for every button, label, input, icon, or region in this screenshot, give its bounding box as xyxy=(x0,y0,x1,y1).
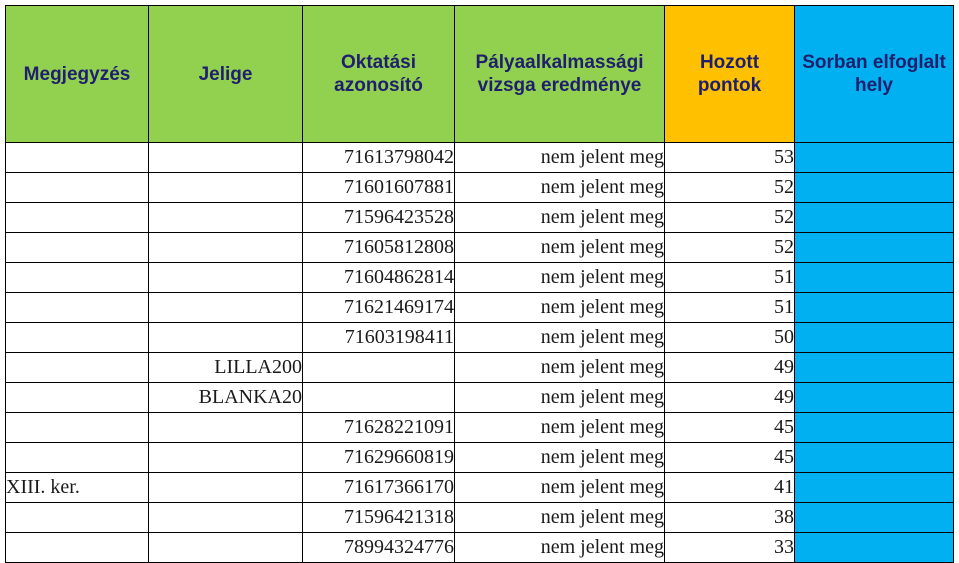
cell-result: nem jelent meg xyxy=(455,353,665,383)
table-row xyxy=(6,473,954,503)
cell-code xyxy=(149,443,303,473)
cell-result: nem jelent meg xyxy=(455,413,665,443)
cell-place xyxy=(795,353,954,383)
header-code: Jelige xyxy=(149,6,303,143)
cell-id: 71596423528 xyxy=(303,203,455,233)
cell-note xyxy=(6,203,149,233)
header-result: Pályaalkalmassági vizsga eredménye xyxy=(455,6,665,143)
cell-points: 49 xyxy=(665,383,795,413)
cell-place xyxy=(795,293,954,323)
cell-result: nem jelent meg xyxy=(455,473,665,503)
cell-code xyxy=(149,173,303,203)
cell-id: 71596421318 xyxy=(303,503,455,533)
cell-points: 51 xyxy=(665,293,795,323)
cell-points: 51 xyxy=(665,263,795,293)
results-table xyxy=(5,5,954,563)
cell-note xyxy=(6,413,149,443)
cell-place xyxy=(795,323,954,353)
table-row xyxy=(6,413,954,443)
cell-place xyxy=(795,143,954,173)
table-row xyxy=(6,533,954,563)
cell-result: nem jelent meg xyxy=(455,533,665,563)
cell-id xyxy=(303,353,455,383)
cell-result: nem jelent meg xyxy=(455,503,665,533)
cell-note xyxy=(6,353,149,383)
cell-code xyxy=(149,323,303,353)
cell-code xyxy=(149,533,303,563)
table-row xyxy=(6,443,954,473)
table-row xyxy=(6,233,954,263)
cell-note xyxy=(6,383,149,413)
cell-note xyxy=(6,143,149,173)
cell-result: nem jelent meg xyxy=(455,233,665,263)
cell-code: LILLA200 xyxy=(149,353,303,383)
table-row xyxy=(6,293,954,323)
cell-code xyxy=(149,263,303,293)
cell-id: 78994324776 xyxy=(303,533,455,563)
cell-place xyxy=(795,533,954,563)
table-row xyxy=(6,353,954,383)
cell-code xyxy=(149,293,303,323)
header-note: Megjegyzés xyxy=(6,6,149,143)
cell-id: 71601607881 xyxy=(303,173,455,203)
cell-note xyxy=(6,323,149,353)
cell-note xyxy=(6,233,149,263)
cell-points: 53 xyxy=(665,143,795,173)
table-row xyxy=(6,383,954,413)
cell-place xyxy=(795,233,954,263)
cell-points: 52 xyxy=(665,233,795,263)
table-row xyxy=(6,143,954,173)
cell-place xyxy=(795,443,954,473)
cell-result: nem jelent meg xyxy=(455,203,665,233)
table-row xyxy=(6,323,954,353)
cell-place xyxy=(795,473,954,503)
cell-result: nem jelent meg xyxy=(455,143,665,173)
cell-code xyxy=(149,503,303,533)
cell-points: 52 xyxy=(665,173,795,203)
cell-points: 38 xyxy=(665,503,795,533)
cell-result: nem jelent meg xyxy=(455,263,665,293)
cell-note xyxy=(6,293,149,323)
cell-id: 71605812808 xyxy=(303,233,455,263)
cell-place xyxy=(795,383,954,413)
cell-code xyxy=(149,203,303,233)
cell-place xyxy=(795,413,954,443)
cell-result: nem jelent meg xyxy=(455,383,665,413)
header-points: Hozott pontok xyxy=(665,6,795,143)
cell-place xyxy=(795,203,954,233)
cell-result: nem jelent meg xyxy=(455,323,665,353)
header-id: Oktatási azonosító xyxy=(303,6,455,143)
table-row xyxy=(6,173,954,203)
cell-result: nem jelent meg xyxy=(455,293,665,323)
cell-id: 71617366170 xyxy=(303,473,455,503)
cell-id: 71621469174 xyxy=(303,293,455,323)
cell-note xyxy=(6,533,149,563)
cell-place xyxy=(795,503,954,533)
cell-id: 71604862814 xyxy=(303,263,455,293)
cell-points: 50 xyxy=(665,323,795,353)
cell-note xyxy=(6,443,149,473)
table-row xyxy=(6,503,954,533)
cell-place xyxy=(795,263,954,293)
cell-id: 71629660819 xyxy=(303,443,455,473)
cell-code xyxy=(149,233,303,263)
cell-result: nem jelent meg xyxy=(455,443,665,473)
cell-id xyxy=(303,383,455,413)
cell-place xyxy=(795,173,954,203)
table-row xyxy=(6,203,954,233)
cell-points: 49 xyxy=(665,353,795,383)
cell-points: 52 xyxy=(665,203,795,233)
cell-id: 71613798042 xyxy=(303,143,455,173)
cell-id: 71603198411 xyxy=(303,323,455,353)
header-place: Sorban elfoglalt hely xyxy=(795,6,954,143)
cell-points: 41 xyxy=(665,473,795,503)
cell-points: 45 xyxy=(665,413,795,443)
cell-code xyxy=(149,413,303,443)
cell-code xyxy=(149,143,303,173)
cell-code: BLANKA20 xyxy=(149,383,303,413)
cell-points: 45 xyxy=(665,443,795,473)
cell-id: 71628221091 xyxy=(303,413,455,443)
cell-note xyxy=(6,173,149,203)
cell-points: 33 xyxy=(665,533,795,563)
cell-result: nem jelent meg xyxy=(455,173,665,203)
cell-note xyxy=(6,263,149,293)
table-body xyxy=(6,143,954,563)
cell-code xyxy=(149,473,303,503)
cell-note: XIII. ker. xyxy=(6,473,149,503)
table-row xyxy=(6,263,954,293)
header-row xyxy=(6,6,954,143)
cell-note xyxy=(6,503,149,533)
